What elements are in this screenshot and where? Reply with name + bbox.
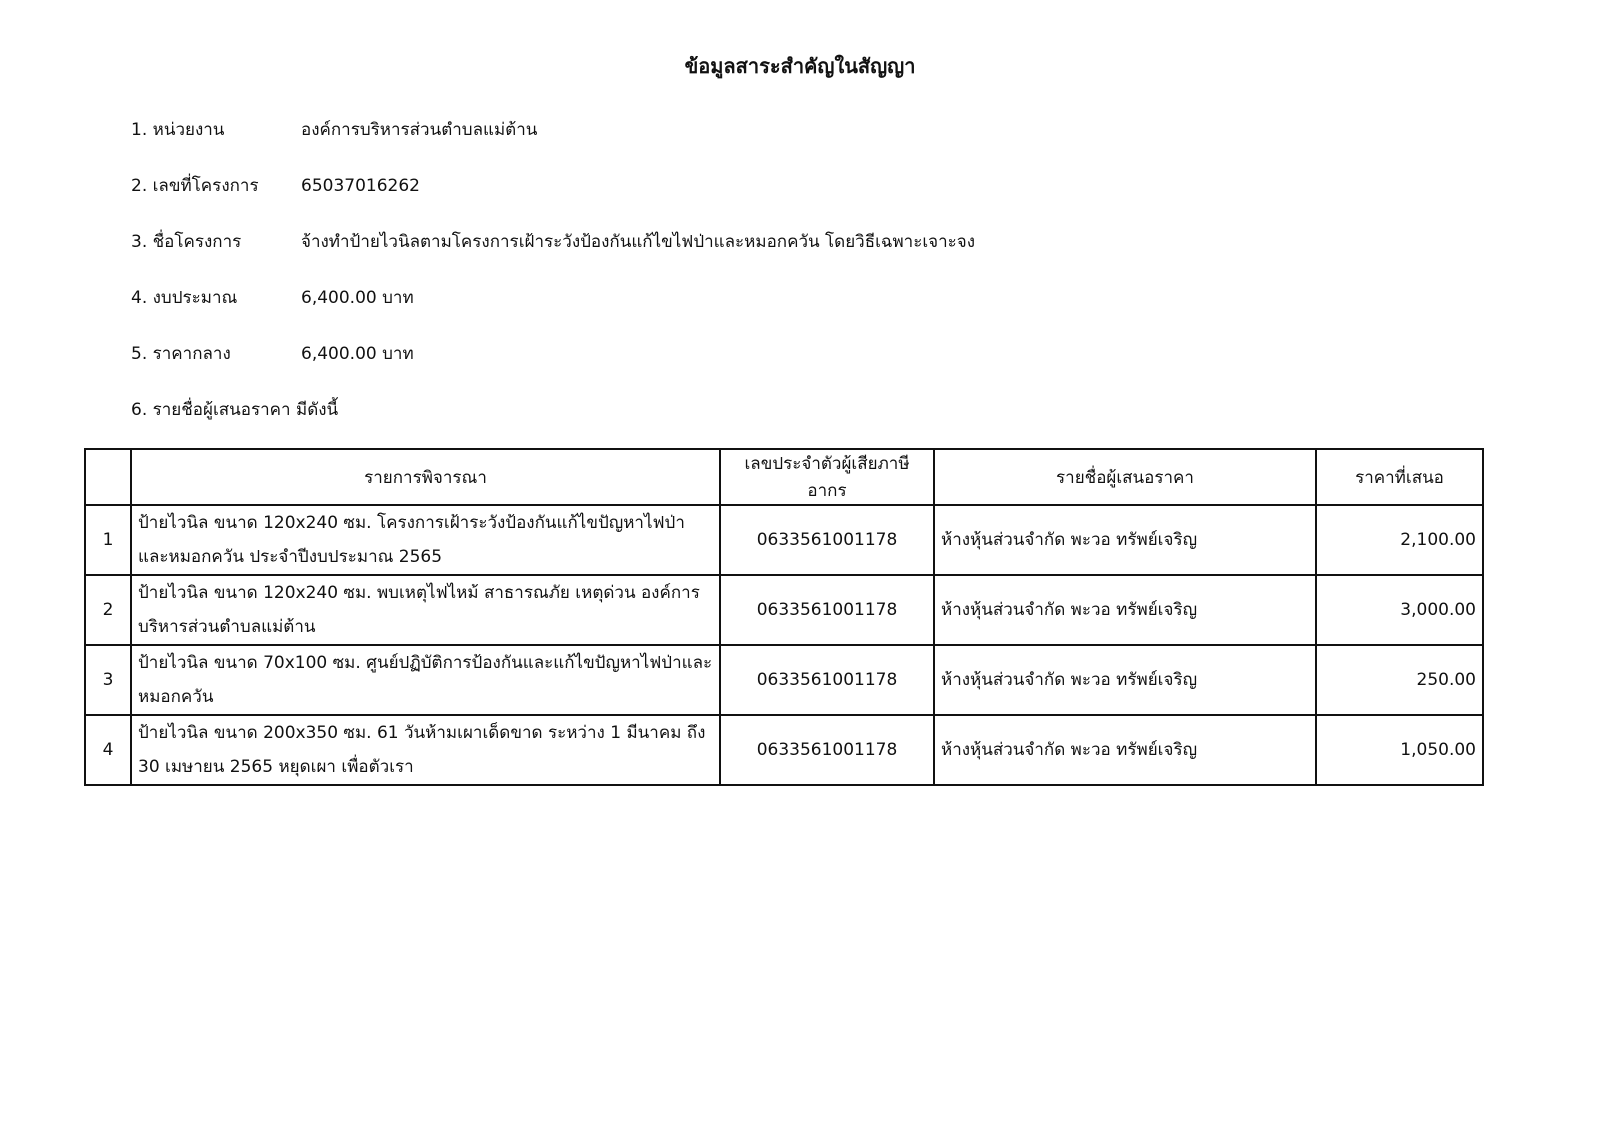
bidders-heading: 6. รายชื่อผู้เสนอราคา มีดังนี้ <box>131 400 339 420</box>
row-tax-id: 0633561001178 <box>720 645 934 715</box>
header-number <box>85 449 131 505</box>
row-bidder: ห้างหุ้นส่วนจำกัด พะวอ ทรัพย์เจริญ <box>934 645 1316 715</box>
document-title: ข้อมูลสาระสำคัญในสัญญา <box>684 54 916 78</box>
header-price: ราคาที่เสนอ <box>1316 449 1483 505</box>
field-value: 6,400.00 บาท <box>301 288 414 308</box>
field-agency <box>131 118 537 142</box>
table-row <box>85 575 1483 645</box>
table-row <box>85 505 1483 575</box>
row-number: 1 <box>85 505 131 575</box>
field-project-name <box>131 230 975 254</box>
row-price: 250.00 <box>1316 645 1483 715</box>
field-value: จ้างทำป้ายไวนิลตามโครงการเฝ้าระวังป้องกันแก้ไขไฟป่าและหมอกควัน โดยวิธีเฉพาะเจาะจง <box>301 232 976 252</box>
field-budget <box>131 286 414 310</box>
field-label: 5. ราคากลาง <box>131 344 231 364</box>
row-tax-id: 0633561001178 <box>720 505 934 575</box>
row-price: 1,050.00 <box>1316 715 1483 785</box>
bidders-table <box>84 448 1484 786</box>
header-tax-id: เลขประจำตัวผู้เสียภาษีอากร <box>720 449 934 505</box>
row-price: 3,000.00 <box>1316 575 1483 645</box>
field-label: 1. หน่วยงาน <box>131 120 225 140</box>
row-number: 2 <box>85 575 131 645</box>
field-label: 4. งบประมาณ <box>131 288 238 308</box>
table-row <box>85 645 1483 715</box>
field-value: องค์การบริหารส่วนตำบลแม่ต้าน <box>301 120 538 140</box>
row-item: ป้ายไวนิล ขนาด 120x240 ซม. โครงการเฝ้าระวังป้องกันแก้ไขปัญหาไฟป่าและหมอกควัน ประจำปีงบประมาณ 2565 <box>131 505 720 575</box>
row-bidder: ห้างหุ้นส่วนจำกัด พะวอ ทรัพย์เจริญ <box>934 715 1316 785</box>
row-number: 4 <box>85 715 131 785</box>
row-price: 2,100.00 <box>1316 505 1483 575</box>
row-tax-id: 0633561001178 <box>720 715 934 785</box>
field-project-number <box>131 174 420 198</box>
field-label: 3. ชื่อโครงการ <box>131 232 242 252</box>
row-item: ป้ายไวนิล ขนาด 200x350 ซม. 61 วันห้ามเผาเด็ดขาด ระหว่าง 1 มีนาคม ถึง 30 เมษายน 2565 หยุดเผา เพื่อตัวเรา <box>131 715 720 785</box>
row-item: ป้ายไวนิล ขนาด 120x240 ซม. พบเหตุไฟไหม้ สาธารณภัย เหตุด่วน องค์การบริหารส่วนตำบลแม่ต้าน <box>131 575 720 645</box>
field-median-price <box>131 342 414 366</box>
header-bidder: รายชื่อผู้เสนอราคา <box>934 449 1316 505</box>
field-value: 65037016262 <box>301 176 420 196</box>
field-value: 6,400.00 บาท <box>301 344 414 364</box>
row-tax-id: 0633561001178 <box>720 575 934 645</box>
header-item: รายการพิจารณา <box>131 449 720 505</box>
field-label: 2. เลขที่โครงการ <box>131 176 259 196</box>
row-number: 3 <box>85 645 131 715</box>
row-bidder: ห้างหุ้นส่วนจำกัด พะวอ ทรัพย์เจริญ <box>934 505 1316 575</box>
row-item: ป้ายไวนิล ขนาด 70x100 ซม. ศูนย์ปฏิบัติการป้องกันและแก้ไขปัญหาไฟป่าและหมอกควัน <box>131 645 720 715</box>
table-header-row <box>85 449 1483 505</box>
table-row <box>85 715 1483 785</box>
row-bidder: ห้างหุ้นส่วนจำกัด พะวอ ทรัพย์เจริญ <box>934 575 1316 645</box>
